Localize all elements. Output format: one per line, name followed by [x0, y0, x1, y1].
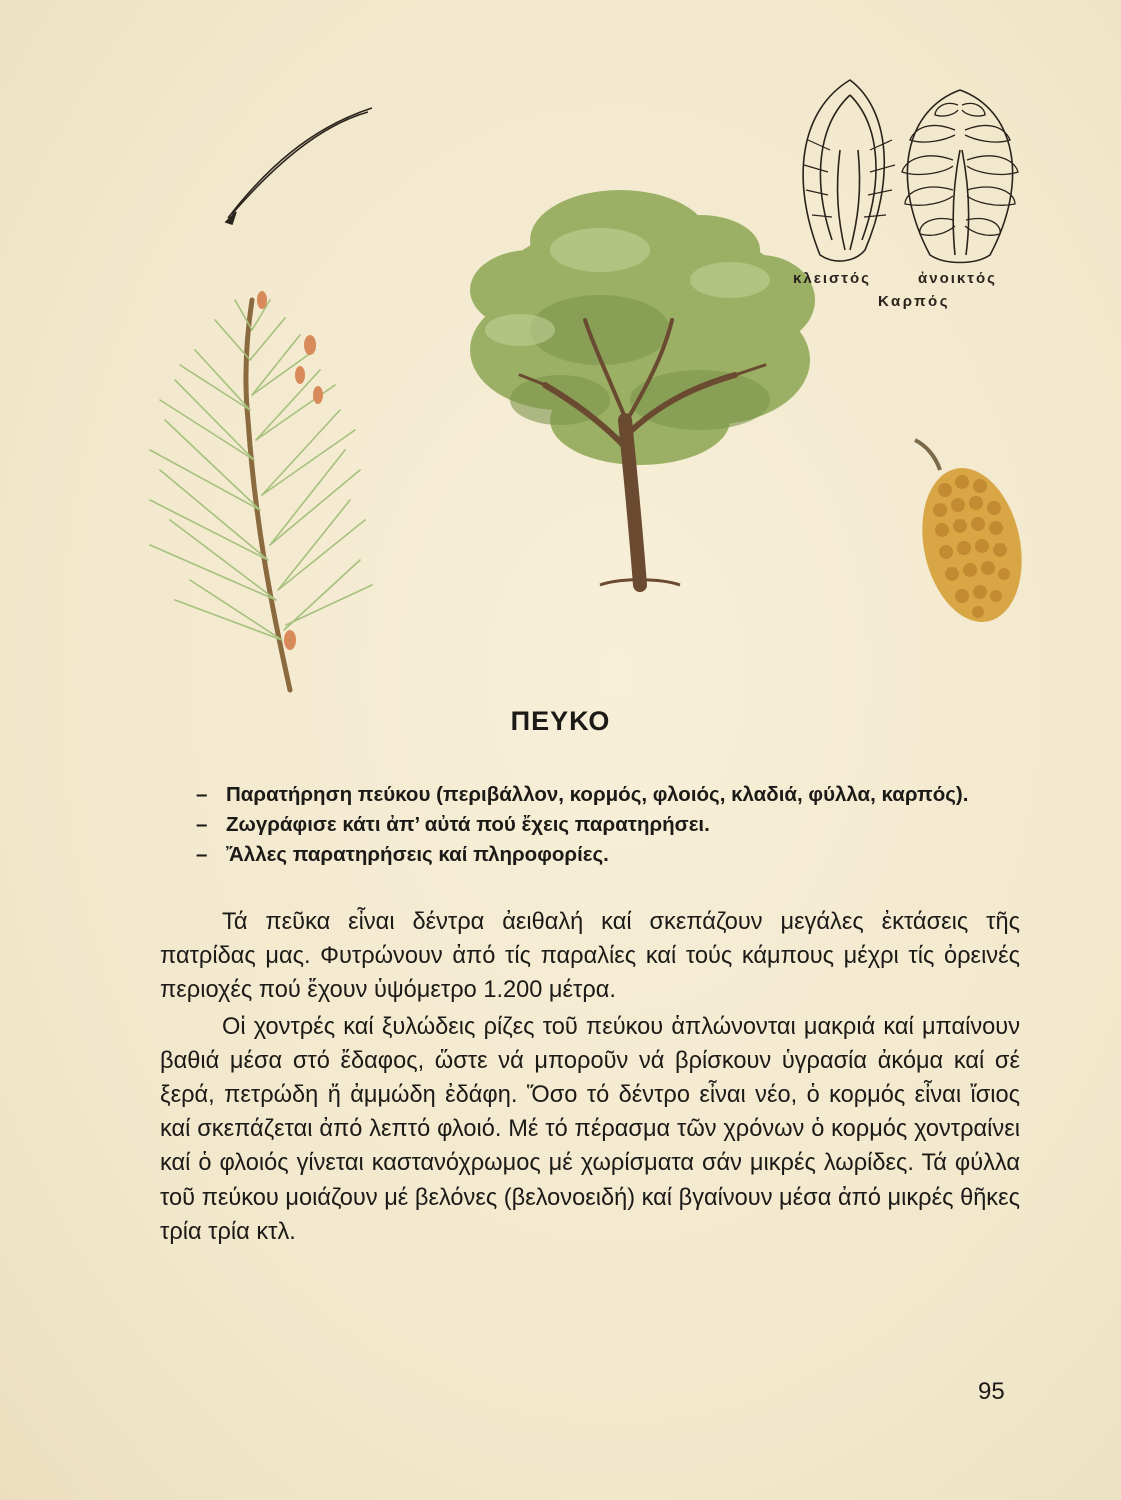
pine-needle-drawing: [226, 108, 372, 224]
body-text: [160, 905, 1020, 1249]
fruit-open-drawing: [902, 90, 1018, 263]
task-text: Παρατήρηση πεύκου (περιβάλλον, κορμός, φλοιός, κλαδιά, φύλλα, καρπός).: [226, 783, 969, 806]
task-list: [196, 780, 1006, 870]
task-item: [196, 780, 1006, 810]
task-item: [196, 810, 1006, 840]
task-item: [196, 840, 1006, 870]
page-number: 95: [978, 1378, 1005, 1405]
fruit-closed-caption: κλειστός: [793, 270, 871, 287]
task-dash: –: [196, 783, 208, 806]
task-text: Ζωγράφισε κάτι ἀπ’ αὐτά πού ἔχεις παρατηρήσει.: [226, 813, 710, 836]
page-title: ΠΕΥΚΟ: [510, 706, 611, 736]
pine-cone-drawing: [909, 440, 1035, 631]
paragraph: Οἱ χοντρές καί ξυλώδεις ρίζες τοῦ πεύκου ἁπλώνονται μακριά καί μπαίνουν βαθιά μέσα στό ἔδαφος, ὥστε νά μποροῦν νά βρίσκουν ὑγρασία ἀκόμα καί σέ ξερά, πετρώδη ἤ ἀμμώδη ἐδάφη. Ὅσο τό δέντρο εἶναι νέο, ὁ κορμός εἶναι ἴσιος καί σκεπάζεται ἀπό λεπτό φλοιό. Μέ τό πέρασμα τῶν χρόνων ὁ κορμός χοντραίνει καί ὁ φλοιός γίνεται καστανόχρωμος μέ χωρίσματα σάν μικρές λωρίδες. Τά φύλλα τοῦ πεύκου μοιάζουν μέ βελόνες (βελονοειδή) καί βγαίνουν μέσα ἀπό μικρές θῆκες τρία τρία κτλ.: [160, 1013, 1020, 1245]
fruit-caption: Καρπός: [878, 293, 951, 310]
task-dash: –: [196, 843, 208, 866]
pine-illustration: [0, 0, 1121, 720]
task-text: Ἄλλες παρατηρήσεις καί πληροφορίες.: [226, 843, 609, 866]
fruit-closed-drawing: [803, 80, 895, 261]
task-dash: –: [196, 813, 208, 836]
pine-tree-drawing: [470, 190, 815, 585]
pine-branch-drawing: [150, 291, 372, 690]
fruit-open-caption: ἀνοικτός: [918, 270, 997, 287]
paragraph: Τά πεῦκα εἶναι δέντρα ἀειθαλή καί σκεπάζουν μεγάλες ἐκτάσεις τῆς πατρίδας μας. Φυτρώνουν ἀπό τίς παραλίες καί τούς κάμπους μέχρι τίς ὀρεινές περιοχές πού ἔχουν ὑψόμετρο 1.200 μέτρα.: [160, 909, 1020, 1004]
